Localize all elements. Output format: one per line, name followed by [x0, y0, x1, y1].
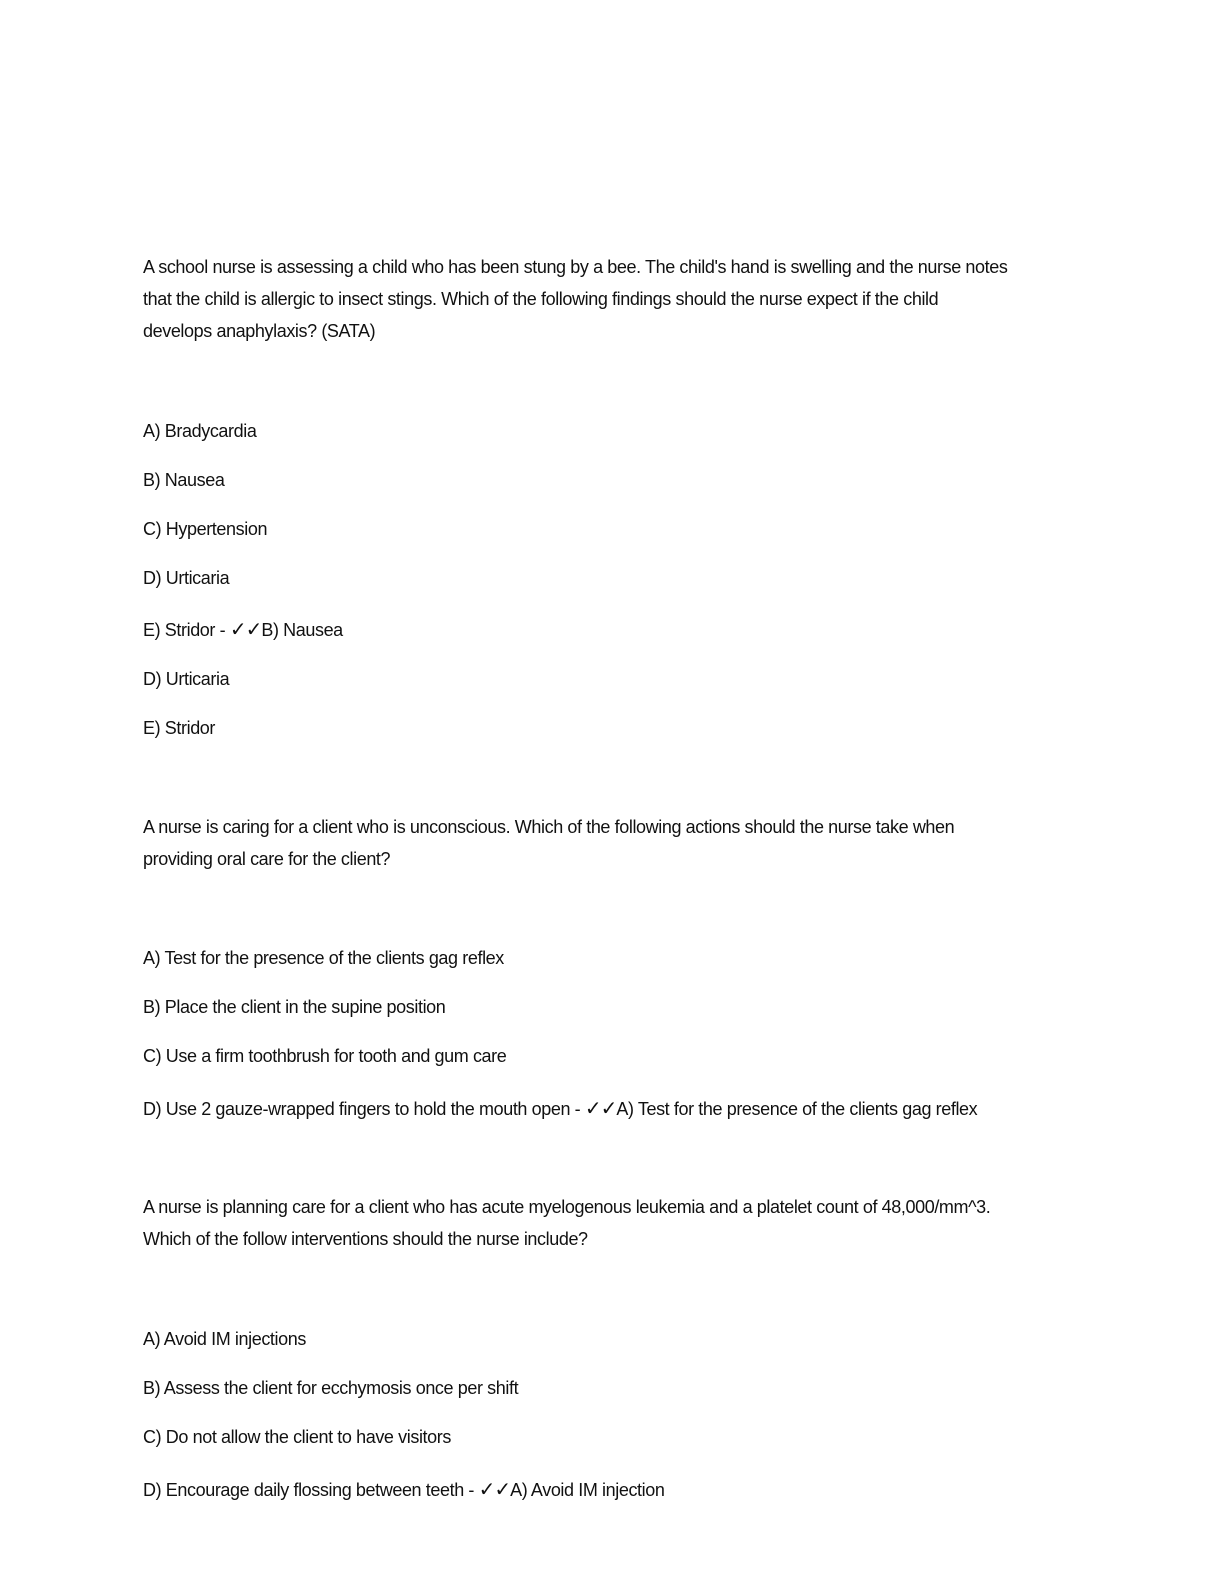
question-3-answer: A) Avoid IM injection [510, 1480, 665, 1500]
question-2-option-d-with-answer [143, 1097, 977, 1120]
double-check-icon: ✓✓ [478, 1477, 511, 1501]
question-3-stem-line-1: A nurse is planning care for a client who has acute myelogenous leukemia and a platelet count of 48,000/mm^3. [143, 1197, 991, 1217]
question-1-option-b: B) Nausea [143, 470, 225, 490]
question-3-option-c: C) Do not allow the client to have visitors [143, 1427, 451, 1447]
double-check-icon: ✓✓ [584, 1096, 617, 1120]
question-2-option-c: C) Use a firm toothbrush for tooth and gum care [143, 1046, 507, 1066]
question-2-option-a: A) Test for the presence of the clients gag reflex [143, 948, 504, 968]
question-2-answer: A) Test for the presence of the clients gag reflex [616, 1099, 978, 1119]
question-3-option-a: A) Avoid IM injections [143, 1329, 306, 1349]
question-3-option-d-with-answer [143, 1478, 664, 1501]
question-2-stem-line-1: A nurse is caring for a client who is unconscious. Which of the following actions should the nurse take when [143, 817, 955, 837]
double-check-icon: ✓✓ [229, 617, 262, 641]
question-1-answer-line-2: D) Urticaria [143, 669, 230, 689]
question-1-option-e: E) Stridor - [143, 620, 230, 640]
question-3-option-d: D) Encourage daily flossing between teeth - [143, 1480, 479, 1500]
question-1-answer: B) Nausea [261, 620, 343, 640]
question-1-option-d: D) Urticaria [143, 568, 230, 588]
question-1-answer-line-3: E) Stridor [143, 718, 216, 738]
question-2-option-d: D) Use 2 gauze-wrapped fingers to hold the mouth open - [143, 1099, 585, 1119]
question-1-option-e-with-answer [143, 618, 343, 641]
question-3-stem-line-2: Which of the follow interventions should the nurse include? [143, 1229, 588, 1249]
question-1-option-c: C) Hypertension [143, 519, 268, 539]
question-2-stem-line-2: providing oral care for the client? [143, 849, 391, 869]
question-2-option-b: B) Place the client in the supine position [143, 997, 446, 1017]
question-1-stem-line-2: that the child is allergic to insect stings. Which of the following findings should the nurse expect if the child [143, 289, 939, 309]
question-1-option-a: A) Bradycardia [143, 421, 257, 441]
question-3-option-b: B) Assess the client for ecchymosis once per shift [143, 1378, 519, 1398]
question-1-stem-line-3: develops anaphylaxis? (SATA) [143, 321, 376, 341]
question-1-stem-line-1: A school nurse is assessing a child who has been stung by a bee. The child's hand is swelling and the nurse notes [143, 257, 1008, 277]
